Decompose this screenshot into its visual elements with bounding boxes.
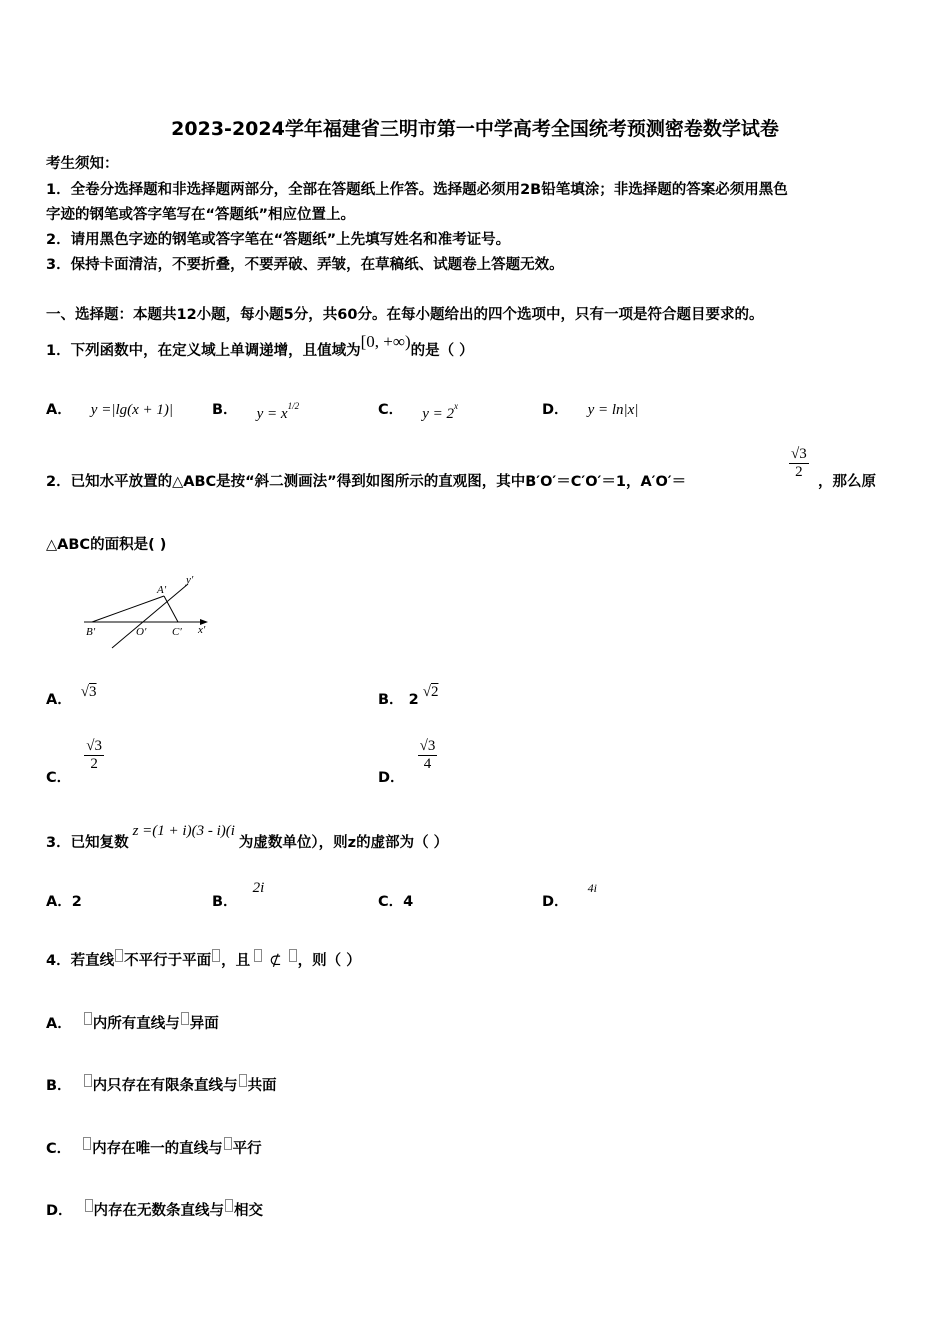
missing-glyph-icon	[224, 1137, 232, 1150]
complex-expression: z =(1 + i)(3 - i)(i	[132, 823, 235, 839]
question-4-stem: 4．若直线 不平行于平面 ，且 ⊄ ，则（ ）	[46, 949, 361, 970]
q3-option-a: A．2	[46, 894, 82, 910]
section-heading: 一、选择题：本题共12小题，每小题5分，共60分。在每小题给出的四个选项中，只有一项是符合题目要求的。	[46, 307, 764, 323]
q2-option-a: A． √3	[46, 684, 97, 708]
q3-option-c: C．4	[378, 894, 414, 910]
q1-option-c: C． $y = 2^x$	[378, 401, 458, 422]
page-title: 2023-2024学年福建省三明市第一中学高考全国统考预测密卷数学试卷	[171, 118, 779, 140]
q4-option-b: B． 内只存在有限条直线与 共面	[46, 1074, 277, 1095]
segment-a-c	[164, 596, 178, 622]
segment-b-a	[92, 596, 164, 622]
y-axis-line	[112, 584, 188, 648]
missing-glyph-icon	[84, 1012, 92, 1025]
notice-line-2: 2．请用黑色字迹的钢笔或答字笔在“答题纸”上先填写姓名和准考证号。	[46, 232, 511, 248]
missing-glyph-icon	[84, 1074, 92, 1087]
q4-option-c: C． 内存在唯一的直线与 平行	[46, 1137, 262, 1158]
q3-option-d: D． $^{4i}$	[542, 881, 597, 910]
missing-glyph-icon	[83, 1137, 91, 1150]
q2-option-d: D． $\frac{√3}{4}$	[378, 738, 436, 786]
question-2-stem: 2．已知水平放置的△ABC是按“斜二测画法”得到如图所示的直观图，其中B′O′＝C′O′＝1，A′O′＝	[46, 474, 687, 490]
missing-glyph-icon	[289, 949, 297, 962]
question-1-stem: 1．下列函数中，在定义域上单调递增，且值域为[0, +∞)的是（ ）	[46, 332, 474, 359]
label-b: B′	[86, 626, 96, 638]
notice-line-1b: 字迹的钢笔或答字笔写在“答题纸”相应位置上。	[46, 207, 356, 223]
label-x: x′	[198, 624, 206, 636]
q1-option-b: B． $y = x^{1/2}$	[212, 401, 300, 422]
q4-option-a: A． 内所有直线与 异面	[46, 1012, 219, 1033]
notice-heading: 考生须知：	[46, 156, 119, 172]
question-2-stem-end: ，那么原	[818, 474, 876, 490]
question-2-line-2: △ABC的面积是( )	[46, 537, 167, 553]
label-y: y′	[186, 574, 194, 586]
oblique-projection-figure	[78, 570, 218, 652]
missing-glyph-icon	[239, 1074, 247, 1087]
missing-glyph-icon	[181, 1012, 189, 1025]
q4-option-d: D． 内存在无数条直线与 相交	[46, 1199, 263, 1220]
label-c: C′	[172, 626, 182, 638]
missing-glyph-icon	[85, 1199, 93, 1212]
q2-option-c: C． $\frac{√3}{2}$	[46, 738, 102, 786]
q2-option-b: B． 2 √2	[378, 684, 439, 708]
q3-option-b: B． 2i	[212, 880, 265, 910]
q1-option-d: D． y = ln|x|	[542, 402, 639, 418]
missing-glyph-icon	[212, 949, 220, 962]
q1-option-a: A． y =|lg(x + 1)|	[46, 402, 174, 418]
range-expression: [0, +∞)	[360, 332, 411, 351]
missing-glyph-icon	[225, 1199, 233, 1212]
question-3-stem: 3．已知复数z =(1 + i)(3 - i)(i为虚数单位），则z的虚部为（ ）	[46, 823, 449, 851]
q2-stem-fraction: $\frac{√3}{2}$	[791, 446, 807, 480]
label-a: A′	[157, 584, 167, 596]
missing-glyph-icon	[254, 949, 262, 962]
notice-line-3: 3．保持卡面清洁，不要折叠，不要弄破、弄皱，在草稿纸、试题卷上答题无效。	[46, 257, 564, 273]
notice-line-1a: 1．全卷分选择题和非选择题两部分，全部在答题纸上作答。选择题必须用2B铅笔填涂；非选择题的答案必须用黑色	[46, 182, 788, 198]
label-o: O′	[136, 626, 147, 638]
missing-glyph-icon	[115, 949, 123, 962]
